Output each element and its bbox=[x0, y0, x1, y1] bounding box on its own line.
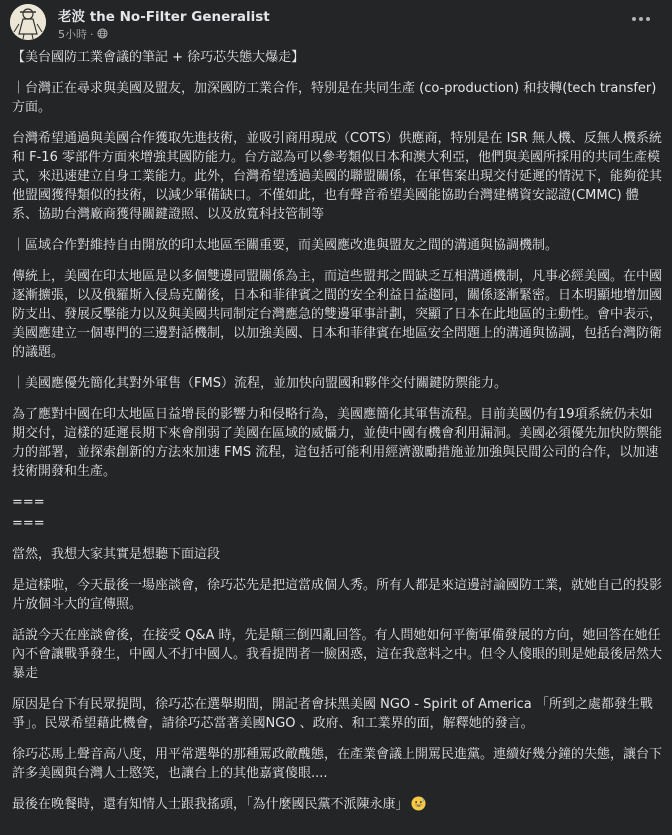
post-paragraph: 最後在晚餐時，還有知情人士跟我搖頭，「為什麼國民黨不派陳永康」 bbox=[12, 797, 409, 812]
post-timestamp[interactable]: 5小時 bbox=[58, 28, 87, 41]
globe-icon[interactable] bbox=[97, 28, 108, 39]
meta-separator: · bbox=[90, 28, 94, 41]
grinning-sweat-emoji-icon bbox=[411, 796, 426, 811]
avatar-sketch-image bbox=[10, 4, 46, 40]
post-paragraph: 話說今天在座談會後，在接受 Q&A 時，先是顛三倒四亂回答。有人問她如何平衡軍備發展的方向，她回答在她任內不會讓戰爭發生，中國人不打中國人。我看提問者一臉困惑，這在我意料之中。但令人傻眼的則是她最後居然大暴走 bbox=[12, 628, 663, 681]
post-paragraph: 為了應對中國在印太地區日益增長的影響力和侵略行為，美國應簡化其軍售流程。目前美國仍有19項系統仍未如期交付，這樣的延遲長期下來會削弱了美國在區域的威懾力，並使中國有機會利用漏洞。美國必須優先加快防禦能力的部署，並探索創新的方法來加速 FMS 流程，這包括可能利用經濟激勵措施並加強與民間公司的合作，以加速技術開發和生產。 bbox=[12, 407, 663, 479]
post-paragraph: ｜區域合作對維持自由開放的印太地區至關重要，而美國應改進與盟友之間的溝通與協調機制。 bbox=[12, 238, 559, 253]
post-header bbox=[0, 0, 672, 44]
post-paragraph: 台灣希望通過與美國合作獲取先進技術，並吸引商用現成（COTS）供應商，特別是在 ISR 無人機、反無人機系統和 F-16 零部件方面來增強其國防能力。台方認為可以參考類似日本和澳大利亞，他們與美國所採用的共同生產模式，來迅速建立自身工業能力。此外，台灣希望透過美國的聯盟關係，在軍售案出現交付延遲的情況下，能夠從其他盟國獲得類似的技術，以減少軍備缺口。不僅如此，也有聲音希望美國能協助台灣建構資安認證(CMMC) 體系、協助台灣廠商獲得關鍵證照、以及放寬科技管制等 bbox=[12, 131, 663, 222]
author-avatar[interactable] bbox=[10, 4, 46, 40]
post-title: 【美台國防工業會議的筆記 + 徐巧芯失態大爆走】 bbox=[12, 50, 305, 65]
post-paragraph: 徐巧芯馬上聲音高八度，用平常選舉的那種罵政敵醜態，在產業會議上開罵民進黨。連續好幾分鐘的失態，讓台下許多美國與台灣人士愍笑，也讓台上的其他嘉賓傻眼.... bbox=[12, 747, 663, 781]
post-paragraph: ｜台灣正在尋求與美國及盟友，加深國防工業合作，特別是在共同生產 (co-production) 和技轉(tech transfer) 方面。 bbox=[12, 81, 657, 115]
more-options-icon bbox=[631, 16, 651, 22]
post-meta bbox=[58, 26, 108, 42]
more-options-button[interactable] bbox=[628, 10, 654, 28]
author-name[interactable]: 老波 the No-Filter Generalist bbox=[58, 9, 270, 25]
post-paragraph: ｜美國應優先簡化其對外軍售（FMS）流程，並加快向盟國和夥伴交付關鍵防禦能力。 bbox=[12, 376, 507, 391]
post-paragraph: 傳統上，美國在印太地區是以多個雙邊同盟關係為主，而這些盟邦之間缺乏互相溝通機制，凡事必經美國。在中國逐漸擴張，以及俄羅斯入侵烏克蘭後，日本和菲律賓之間的安全利益日益趨同，關係逐漸緊密。日本明顯地增加國防支出、發展反擊能力以及與美國共同制定台灣應急的雙邊軍事計劃，突顯了日本在此地區的主動性。會中表示，美國應建立一個專門的三邊對話機制，以加強美國、日本和菲律賓在地區安全問題上的溝通與協調，包括台灣防衛的議題。 bbox=[12, 269, 663, 360]
post-paragraph: 原因是台下有民眾提問，徐巧芯在選舉期間，開記者會抹黑美國 NGO - Spirit of America 「所到之處都發生戰爭」。民眾希望藉此機會，請徐巧芯當著美國NGO 、政府、和工業界的面，解釋她的發言。 bbox=[12, 697, 653, 731]
post-divider: === bbox=[12, 516, 45, 531]
post-divider: === bbox=[12, 495, 45, 510]
post-last-line bbox=[12, 795, 662, 814]
post-paragraph: 是這樣啦，今天最後一場座談會，徐巧芯先是把這當成個人秀。所有人都是來這邊討論國防工業，就她自己的投影片放個斗大的宣傳照。 bbox=[12, 578, 663, 612]
post-body bbox=[12, 48, 662, 826]
post-paragraph: 當然，我想大家其實是想聽下面這段 bbox=[12, 547, 221, 562]
